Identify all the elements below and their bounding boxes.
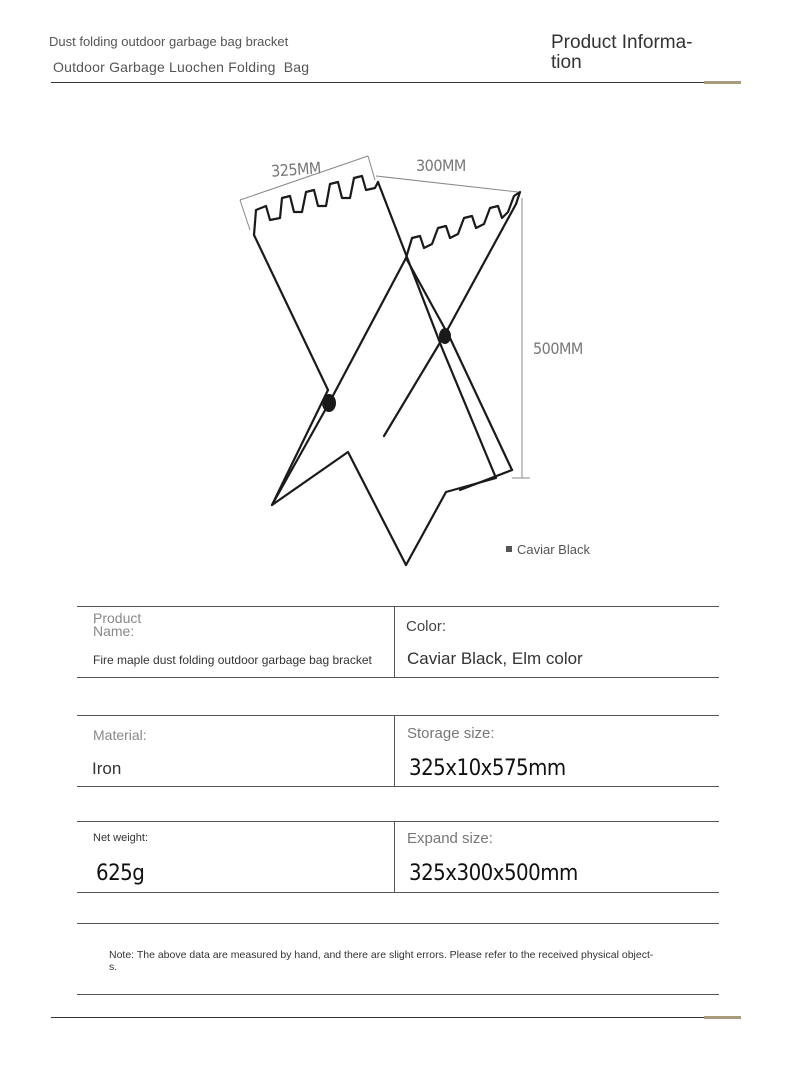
back-frame-cross-leg bbox=[272, 258, 406, 505]
depth-dimension-label: 300MM bbox=[416, 156, 466, 175]
color-label: Color: bbox=[406, 618, 447, 635]
net-weight-label: Net weight: bbox=[93, 832, 149, 844]
front-frame-right-leg bbox=[378, 182, 496, 565]
product-name-label: Product Name: bbox=[93, 610, 142, 639]
back-frame-top-wave bbox=[406, 192, 520, 258]
section-title: Product Informa- tion bbox=[551, 32, 693, 73]
note-rule-top bbox=[77, 923, 719, 924]
table-column-divider bbox=[394, 821, 395, 892]
net-weight-value: 625g bbox=[96, 861, 145, 886]
back-frame-left-leg bbox=[406, 258, 512, 470]
footer-divider bbox=[51, 1017, 704, 1018]
color-value: Caviar Black, Elm color bbox=[407, 649, 583, 668]
table-rule bbox=[77, 677, 719, 678]
header-subtitle: Outdoor Garbage Luochen Folding Bag bbox=[53, 59, 310, 75]
material-label: Material: bbox=[93, 727, 147, 743]
expand-size-label: Expand size: bbox=[407, 830, 493, 847]
table-rule bbox=[77, 821, 719, 822]
front-frame-lower bbox=[272, 390, 406, 565]
measurement-note: Note: The above data are measured by hand, and there are slight errors. Please refer to the received physical object- s. bbox=[109, 949, 654, 973]
front-frame-left-leg bbox=[254, 235, 328, 390]
header-divider bbox=[51, 82, 704, 83]
table-rule bbox=[77, 606, 719, 607]
table-rule bbox=[77, 715, 719, 716]
material-value: Iron bbox=[92, 759, 122, 778]
product-diagram bbox=[220, 140, 610, 580]
table-column-divider bbox=[394, 606, 395, 677]
header-accent-bar bbox=[704, 81, 741, 84]
color-swatch bbox=[506, 546, 512, 552]
back-frame-base bbox=[460, 470, 512, 490]
storage-size-value: 325x10x575mm bbox=[409, 756, 566, 781]
table-column-divider bbox=[394, 715, 395, 786]
storage-size-label: Storage size: bbox=[407, 725, 495, 742]
note-rule-bottom bbox=[77, 994, 719, 995]
expand-size-value: 325x300x500mm bbox=[409, 861, 578, 886]
front-frame-top-wave bbox=[254, 176, 378, 235]
width-dimension-label: 325MM bbox=[270, 158, 322, 181]
color-legend bbox=[506, 542, 590, 557]
header-title: Dust folding outdoor garbage bag bracket bbox=[49, 34, 289, 49]
height-dimension-label: 500MM bbox=[533, 339, 583, 358]
table-rule bbox=[77, 786, 719, 787]
color-legend-label: Caviar Black bbox=[517, 542, 590, 557]
depth-dimension-line bbox=[376, 176, 518, 192]
table-rule bbox=[77, 892, 719, 893]
footer-accent-bar bbox=[704, 1016, 741, 1019]
pivot-rivet-right bbox=[439, 328, 451, 344]
product-name-value: Fire maple dust folding outdoor garbage bag bracket bbox=[93, 653, 372, 667]
pivot-rivet-left bbox=[322, 394, 336, 412]
